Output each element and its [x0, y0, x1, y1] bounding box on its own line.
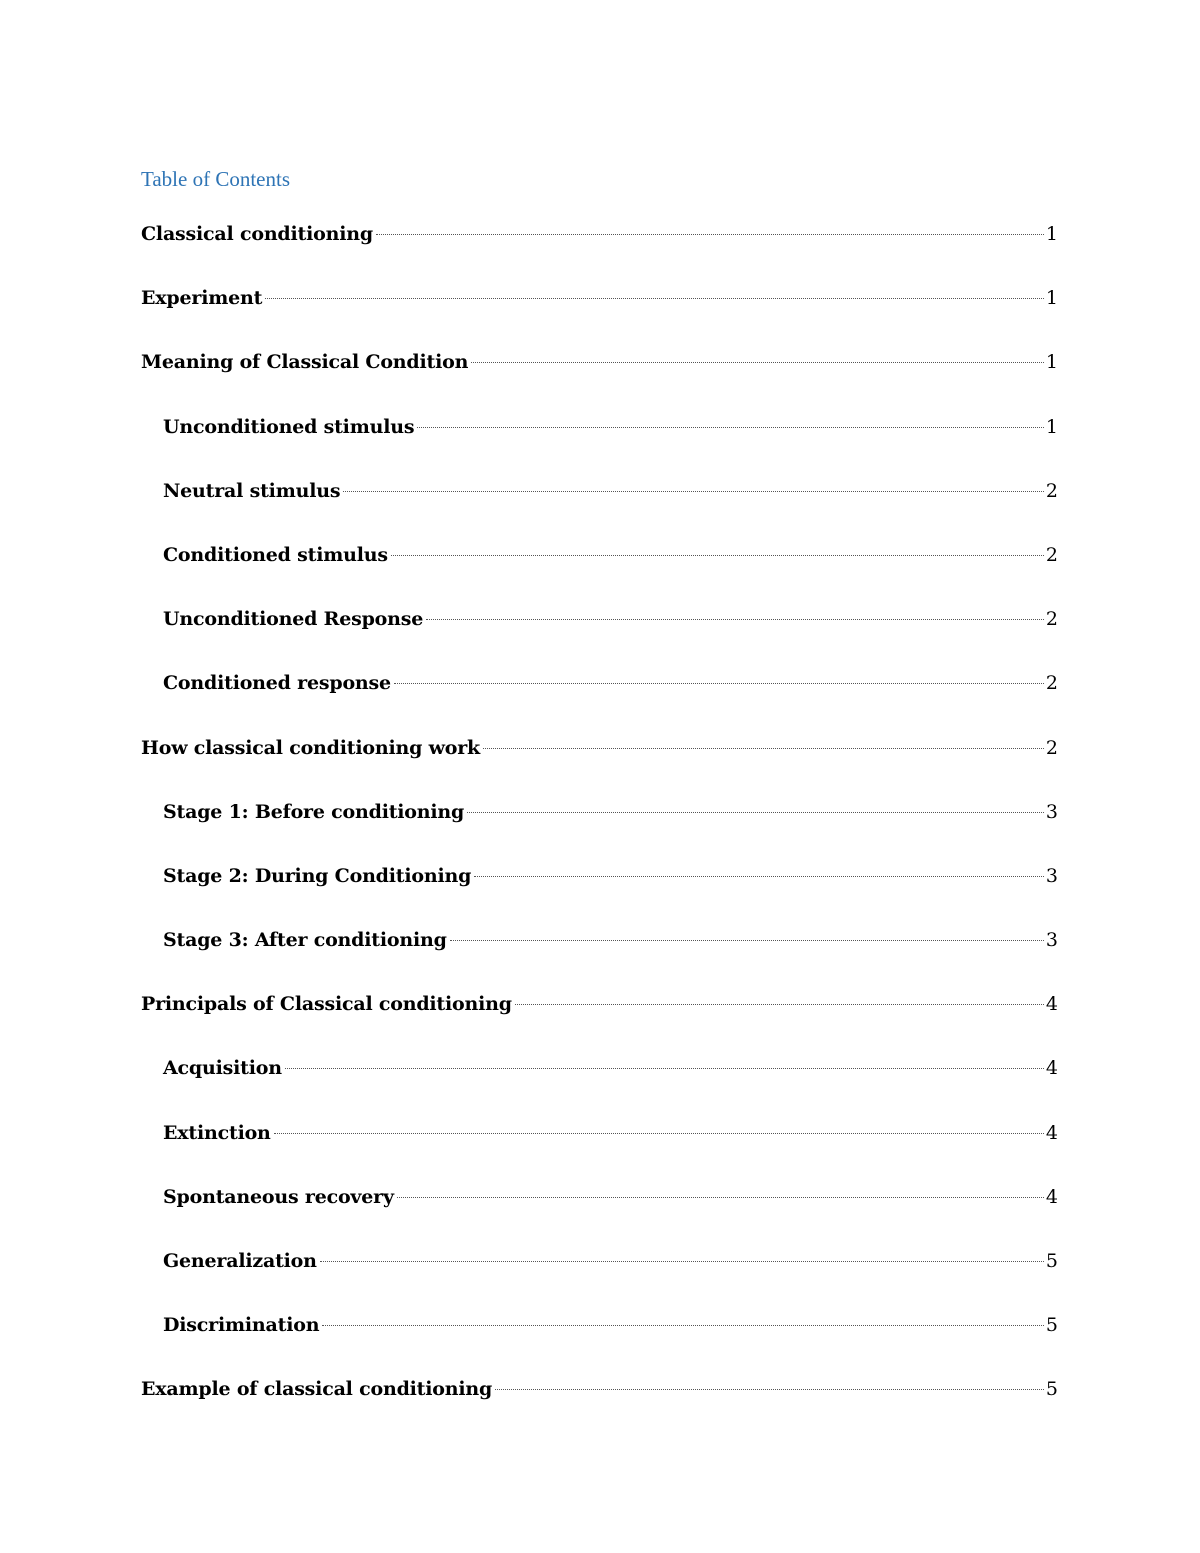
toc-entry[interactable] — [141, 988, 1058, 1052]
dot-leader — [343, 491, 1044, 492]
dot-leader — [417, 427, 1044, 428]
dot-leader — [467, 812, 1044, 813]
toc-entry-label: Meaning of Classical Condition — [141, 351, 469, 374]
toc-entry[interactable] — [141, 411, 1058, 475]
dot-leader — [322, 1325, 1044, 1326]
toc-entry[interactable] — [141, 1373, 1058, 1437]
dot-leader — [285, 1068, 1044, 1069]
toc-entry-label: Stage 3: After conditioning — [163, 929, 447, 952]
toc-entry[interactable] — [141, 1245, 1058, 1309]
toc-entry-label: Extinction — [163, 1121, 271, 1144]
toc-page-number: 2 — [1045, 479, 1058, 502]
toc-entry-label: Experiment — [141, 287, 263, 310]
toc-page-number: 1 — [1045, 223, 1058, 245]
toc-entry-label: Generalization — [163, 1250, 317, 1272]
toc-page-number: 1 — [1045, 287, 1058, 310]
toc-entry[interactable] — [141, 924, 1058, 988]
toc-page-number: 2 — [1045, 608, 1058, 631]
toc-heading: Table of Contents — [141, 167, 290, 191]
toc-page-number: 3 — [1045, 800, 1058, 823]
dot-leader — [394, 683, 1044, 684]
dot-leader — [426, 619, 1044, 620]
toc-entry-label: Principals of Classical conditioning — [141, 993, 512, 1016]
toc-entry[interactable] — [141, 732, 1058, 796]
toc-page-number: 2 — [1045, 736, 1058, 759]
toc-entry[interactable] — [141, 860, 1058, 924]
toc-entry-label: Conditioned stimulus — [163, 543, 388, 566]
toc-page-number: 5 — [1045, 1314, 1058, 1337]
dot-leader — [483, 748, 1044, 749]
toc-entry[interactable] — [141, 603, 1058, 667]
toc-entry[interactable] — [141, 539, 1058, 603]
dot-leader — [495, 1389, 1044, 1390]
dot-leader — [450, 940, 1044, 941]
toc-entry[interactable] — [141, 1117, 1058, 1181]
toc-page-number: 4 — [1045, 1057, 1058, 1080]
toc-entry[interactable] — [141, 667, 1058, 731]
toc-page-number: 3 — [1045, 929, 1058, 952]
toc-page-number: 1 — [1045, 415, 1058, 438]
toc-entry-label: Example of classical conditioning — [141, 1378, 493, 1401]
toc-page-number: 5 — [1045, 1378, 1058, 1401]
dot-leader — [515, 1004, 1044, 1005]
toc-page-number: 2 — [1045, 672, 1058, 695]
toc-page-number: 4 — [1045, 993, 1058, 1016]
toc-entry[interactable] — [141, 346, 1058, 410]
table-of-contents — [141, 218, 1058, 1438]
toc-entry[interactable] — [141, 475, 1058, 539]
toc-entry-label: Stage 1: Before conditioning — [163, 800, 465, 823]
dot-leader — [376, 234, 1044, 235]
toc-entry[interactable] — [141, 1052, 1058, 1116]
toc-entry[interactable] — [141, 796, 1058, 860]
toc-page-number: 1 — [1045, 351, 1058, 374]
toc-entry-label: Conditioned response — [163, 672, 391, 695]
dot-leader — [391, 555, 1044, 556]
toc-page-number: 4 — [1045, 1121, 1058, 1144]
toc-entry-label: How classical conditioning work — [141, 736, 480, 759]
dot-leader — [320, 1261, 1044, 1262]
toc-entry-label: Discrimination — [163, 1314, 320, 1337]
toc-entry[interactable] — [141, 1309, 1058, 1373]
toc-entry-label: Stage 2: During Conditioning — [163, 864, 472, 887]
dot-leader — [397, 1197, 1044, 1198]
toc-page-number: 5 — [1045, 1250, 1058, 1272]
toc-page-number: 2 — [1045, 543, 1058, 566]
toc-entry-label: Neutral stimulus — [163, 479, 341, 502]
dot-leader — [265, 298, 1044, 299]
toc-entry-label: Classical conditioning — [141, 223, 373, 245]
toc-entry[interactable] — [141, 218, 1058, 282]
toc-entry-label: Unconditioned stimulus — [163, 415, 415, 438]
toc-entry-label: Acquisition — [163, 1057, 282, 1080]
toc-entry-label: Spontaneous recovery — [163, 1185, 394, 1208]
toc-entry[interactable] — [141, 1181, 1058, 1245]
toc-page-number: 3 — [1045, 864, 1058, 887]
dot-leader — [274, 1133, 1044, 1134]
toc-entry[interactable] — [141, 282, 1058, 346]
toc-page-number: 4 — [1045, 1185, 1058, 1208]
dot-leader — [471, 362, 1044, 363]
dot-leader — [474, 876, 1044, 877]
toc-entry-label: Unconditioned Response — [163, 608, 424, 631]
